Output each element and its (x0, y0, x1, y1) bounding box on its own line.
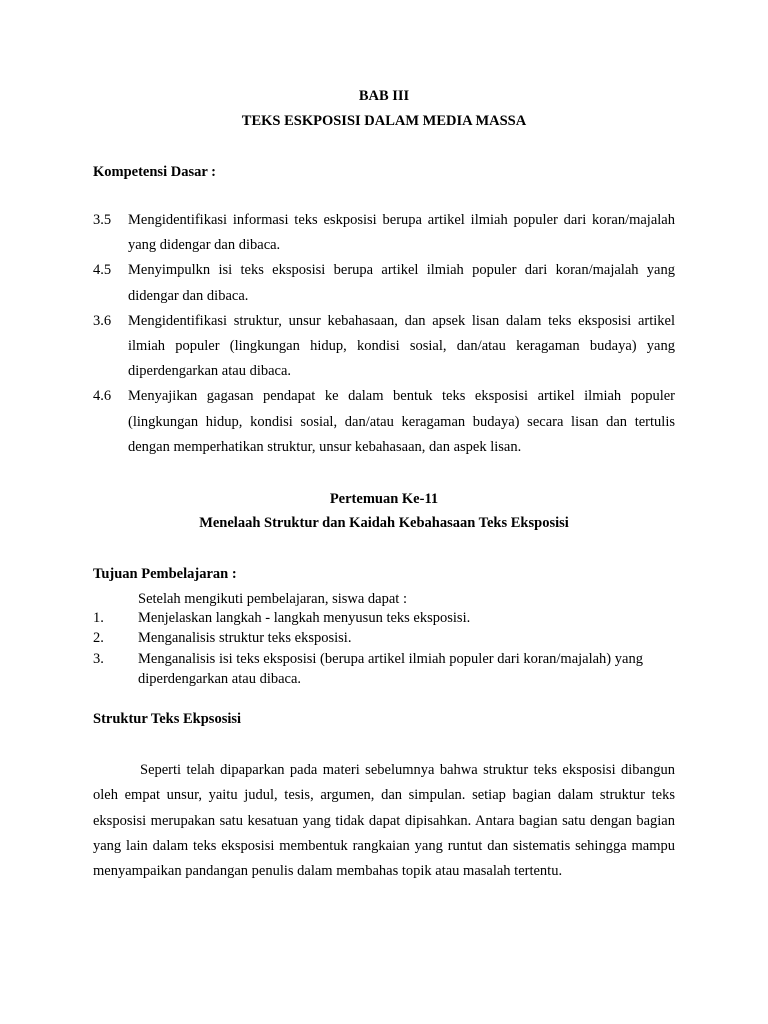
tujuan-item (93, 608, 675, 628)
kompetensi-item-number: 3.6 (93, 312, 112, 329)
tujuan-item-text: Menganalisis struktur teks eksposisi. (138, 630, 352, 647)
kompetensi-item (93, 384, 675, 460)
kompetensi-list (93, 208, 675, 460)
tujuan-list (93, 608, 675, 689)
tujuan-item-text: Menganalisis isi teks eksposisi (berupa artikel ilmiah populer dari koran/majalah) yang diperdengarkan atau dibaca. (138, 650, 643, 687)
kompetensi-item-number: 4.6 (93, 388, 112, 405)
tujuan-heading: Tujuan Pembelajaran : (93, 566, 237, 582)
tujuan-intro: Setelah mengikuti pembelajaran, siswa dapat : (138, 591, 407, 607)
kompetensi-item (93, 258, 675, 308)
tujuan-item-number: 3. (93, 650, 104, 667)
kompetensi-item (93, 208, 675, 258)
kompetensi-item-number: 3.5 (93, 212, 112, 228)
kompetensi-item (93, 309, 675, 385)
struktur-paragraph: Seperti telah dipaparkan pada materi sebelumnya bahwa struktur teks eksposisi dibangun oleh empat unsur, yaitu judul, tesis, argumen, dan simpulan. setiap bagian dalam struktur teks eksposisi merupakan satu kesatuan yang tidak dapat dipisahkan. Antara bagian satu dengan bagian yang lain dalam teks eksposisi membentuk rangkaian yang runtut dan sistematis sehingga mampu menyampaikan pandangan penulis dalam membahas topik atau masalah tertentu. (93, 762, 675, 880)
tujuan-item-number: 1. (93, 610, 104, 626)
kompetensi-item-text: Menyimpulkn isi teks eksposisi berupa artikel ilmiah populer dari koran/majalah yang didengar dan dibaca. (128, 262, 675, 304)
kompetensi-item-text: Mengidentifikasi struktur, unsur kebahasaan, dan apsek lisan dalam teks eksposisi artikel ilmiah populer (lingkungan hidup, kondisi sosial, dan/atau keragaman budaya) yang diperdengarkan atau dibaca. (128, 312, 675, 380)
struktur-heading: Struktur Teks Ekpsosisi (93, 711, 242, 727)
meeting-title: Pertemuan Ke-11 (329, 491, 439, 507)
kompetensi-item-text: Menyajikan gagasan pendapat ke dalam bentuk teks eksposisi artikel ilmiah populer (lingkungan hidup, kondisi sosial, dan/atau keragaman budaya) secara lisan dan tertulis dengan memperhatikan struktur, unsur kebahasaan, dan aspek lisan. (128, 388, 675, 455)
chapter-title: TEKS ESKPOSISI DALAM MEDIA MASSA (241, 113, 527, 129)
tujuan-item (93, 649, 675, 690)
kompetensi-heading: Kompetensi Dasar : (93, 164, 216, 180)
meeting-subtitle: Menelaah Struktur dan Kaidah Kebahasaan Teks Eksposisi (199, 515, 569, 531)
tujuan-item-number: 2. (93, 630, 104, 647)
tujuan-item-text: Menjelaskan langkah - langkah menyusun teks eksposisi. (138, 610, 471, 626)
chapter-label: BAB III (358, 88, 410, 104)
kompetensi-item-number: 4.5 (93, 262, 112, 279)
kompetensi-item-text: Mengidentifikasi informasi teks eskposisi berupa artikel ilmiah populer dari koran/majalah yang didengar dan dibaca. (128, 212, 675, 254)
tujuan-item (93, 628, 675, 648)
